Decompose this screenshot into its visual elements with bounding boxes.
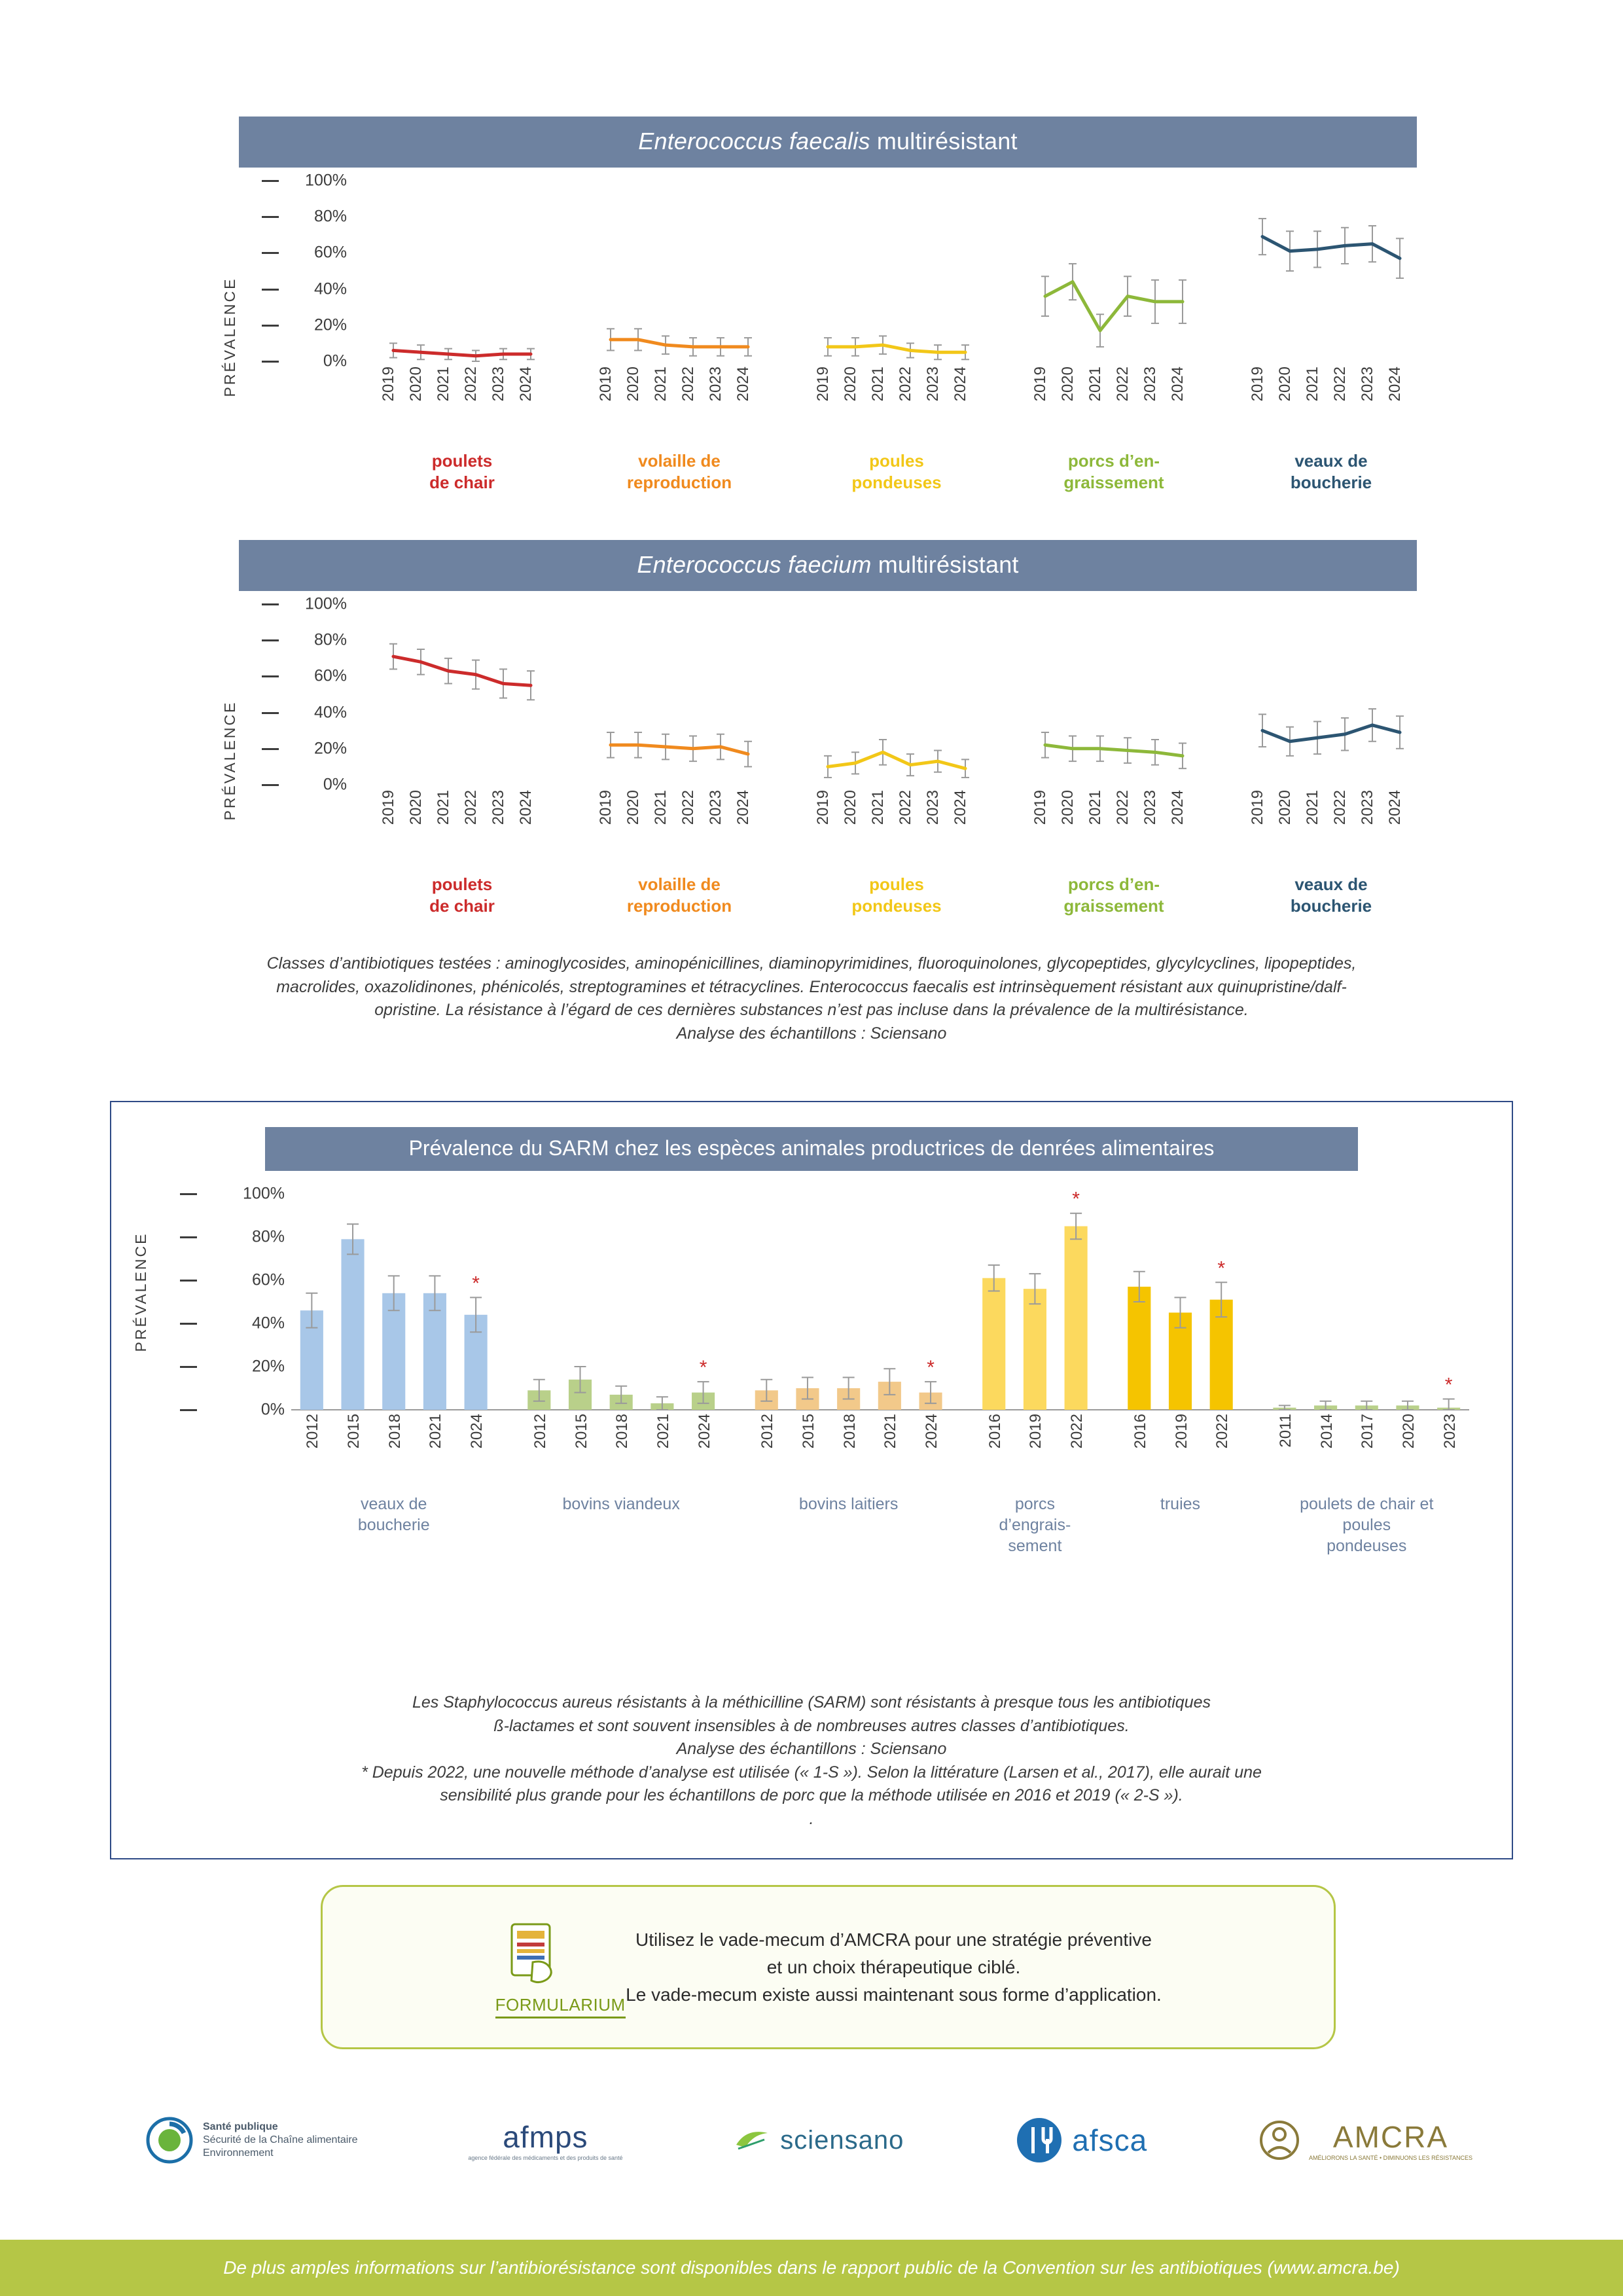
- group-label-bovins-laitiers: [720, 1494, 977, 1515]
- sarm-note-2: Analyse des échantillons : Sciensano: [676, 1740, 947, 1758]
- x-tick: 2019: [814, 367, 832, 402]
- group-label-line: reproduction: [626, 896, 732, 916]
- x-tick: 2021: [882, 1414, 900, 1449]
- y-tick-mark: [262, 252, 279, 254]
- y-tick-mark: [262, 216, 279, 218]
- x-tick: 2019: [380, 790, 397, 825]
- sarm-plot: [291, 1181, 1469, 1410]
- faecium-y-axis-label: PRÉVALENCE: [221, 700, 238, 821]
- y-tick-mark: [262, 712, 279, 714]
- sarm-y-axis-label: PRÉVALENCE: [132, 1232, 149, 1352]
- group-label-veaux-de-boucherie: [1222, 874, 1440, 918]
- sarm-panel: [110, 1101, 1513, 1859]
- y-tick: 20%: [251, 1357, 285, 1376]
- note-line-3: Analyse des échantillons : Sciensano: [676, 1024, 947, 1043]
- x-tick: 2020: [624, 790, 642, 825]
- logo-line: Santé publique: [203, 2121, 278, 2132]
- x-tick: 2019: [1031, 367, 1049, 402]
- y-tick: 0%: [323, 775, 347, 794]
- x-tick: 2019: [380, 367, 397, 402]
- formularium-wordmark: FORMULARIUM: [495, 1995, 626, 2018]
- svg-text:*: *: [472, 1272, 480, 1295]
- svg-text:*: *: [699, 1357, 707, 1379]
- x-tick: 2024: [1386, 790, 1404, 825]
- x-tick: 2021: [435, 790, 452, 825]
- x-tick: 2020: [842, 790, 859, 825]
- y-tick: 40%: [251, 1314, 285, 1333]
- y-tick-mark: [262, 675, 279, 677]
- x-tick: 2021: [652, 790, 669, 825]
- x-tick: 2023: [924, 790, 942, 825]
- sarm-note-0: Les Staphylococcus aureus résistants à la méthicilline (SARM) sont résistants à presque tous les antibiotiques: [412, 1693, 1211, 1712]
- y-tick-mark: [262, 289, 279, 291]
- x-tick: 2019: [1249, 790, 1266, 825]
- group-label-line: poulets: [431, 451, 493, 471]
- x-tick: 2022: [679, 790, 697, 825]
- x-tick: 2021: [652, 367, 669, 402]
- x-tick: 2024: [952, 367, 969, 402]
- y-tick-mark: [262, 639, 279, 641]
- y-tick-mark: [262, 784, 279, 786]
- x-tick: 2021: [427, 1414, 445, 1449]
- group-label-poulets-de-chair: [353, 450, 571, 494]
- logo-sciensano: [733, 2124, 904, 2157]
- group-label-line: d’engrais-: [999, 1516, 1071, 1534]
- x-tick: 2019: [1027, 1414, 1045, 1449]
- y-tick: 80%: [313, 630, 347, 649]
- group-label-porcs-d-engraissement: [1005, 874, 1222, 918]
- x-tick: 2021: [869, 790, 887, 825]
- x-tick: 2022: [1114, 367, 1132, 402]
- faecalis-band: [239, 117, 1417, 168]
- x-tick-group: [814, 367, 979, 401]
- x-tick: 2024: [468, 1414, 486, 1449]
- group-label-volaille-de-reproduction: [571, 874, 788, 918]
- sarm-note-5: .: [809, 1809, 814, 1828]
- sciensano-icon: [733, 2124, 772, 2157]
- x-tick: 2020: [1399, 1414, 1418, 1449]
- note-line-2: opristine. La résistance à l’égard de ces dernières substances n’est pas incluse dans la prévalence de la multirésistance.: [374, 1001, 1249, 1019]
- sarm-note-3: * Depuis 2022, une nouvelle méthode d’analyse est utilisée (« 1-S »). Selon la littérature (Larsen et al., 2017), elle aurait une: [361, 1763, 1262, 1782]
- group-label-poules-pondeuses: [788, 450, 1005, 494]
- group-label-line: graissement: [1063, 473, 1164, 493]
- group-label-line: bovins laitiers: [798, 1495, 899, 1513]
- faecium-title: [239, 540, 1417, 591]
- x-tick: 2020: [407, 790, 425, 825]
- group-label-line: graissement: [1063, 896, 1164, 916]
- group-label-line: porcs d’en-: [1067, 874, 1160, 894]
- amcra-subtitle: AMÉLIORONS LA SANTÉ • DIMINUONS LES RÉSISTANCES: [1308, 2155, 1472, 2161]
- logo-afsca: [1014, 2115, 1147, 2165]
- amcra-icon: [1258, 2119, 1301, 2162]
- formularium-box[interactable]: [321, 1885, 1336, 2049]
- y-tick-mark: [262, 361, 279, 363]
- x-tick: 2023: [1141, 367, 1159, 402]
- faecium-plot: [353, 594, 1440, 790]
- group-label-line: porcs d’en-: [1067, 451, 1160, 471]
- footer-text: De plus amples informations sur l’antibiorésistance sont disponibles dans le rapport public de la Convention sur les antibiotiques (www.amcra.be): [223, 2257, 1400, 2278]
- afmps-subtitle: agence fédérale des médicaments et des produits de santé: [468, 2155, 623, 2161]
- faecalis-yticks: [262, 170, 347, 370]
- sante-publique-icon: [144, 2115, 195, 2166]
- x-tick: 2019: [1249, 367, 1266, 402]
- x-tick: 2021: [654, 1414, 672, 1449]
- group-label-line: poulets: [431, 874, 493, 894]
- faecalis-x-axis: [353, 367, 1440, 511]
- sciensano-wordmark: sciensano: [780, 2125, 904, 2155]
- formularium-logo: [495, 1916, 626, 2018]
- y-tick-mark: [180, 1323, 197, 1325]
- footer-bar: [0, 2240, 1623, 2296]
- y-tick: 100%: [305, 171, 347, 190]
- x-tick: 2011: [1276, 1414, 1294, 1448]
- x-tick: 2022: [679, 367, 697, 402]
- y-tick: 100%: [243, 1184, 285, 1203]
- y-tick-mark: [262, 180, 279, 182]
- x-tick-group: [814, 790, 979, 825]
- formularium-icon: [495, 1916, 573, 1995]
- faecalis-y-axis-label: PRÉVALENCE: [221, 277, 238, 397]
- x-tick: 2020: [624, 367, 642, 402]
- y-tick: 80%: [251, 1227, 285, 1246]
- x-tick-group: [380, 790, 544, 825]
- group-label-porcs-d-engraissement: [1005, 450, 1222, 494]
- group-label-line: veaux de: [1294, 451, 1368, 471]
- group-label-line: poules: [1342, 1516, 1391, 1534]
- logo-line: Environnement: [203, 2147, 274, 2159]
- faecium-title-italic: Enterococcus faecium: [637, 551, 872, 578]
- y-tick-mark: [180, 1236, 197, 1238]
- faecalis-title-rest: multirésistant: [870, 128, 1018, 154]
- faecium-x-axis: [353, 790, 1440, 934]
- faecium-yticks: [262, 594, 347, 794]
- y-tick-mark: [262, 325, 279, 327]
- faecalis-plot: [353, 170, 1440, 367]
- sarm-yticks: [180, 1181, 285, 1419]
- y-tick-mark: [180, 1366, 197, 1368]
- svg-text:*: *: [1444, 1374, 1453, 1396]
- x-tick: 2024: [1386, 367, 1404, 402]
- x-tick: 2023: [707, 790, 724, 825]
- y-tick: 0%: [323, 351, 347, 370]
- x-tick: 2015: [799, 1414, 817, 1449]
- x-tick: 2018: [840, 1414, 859, 1449]
- x-tick-group: [380, 367, 544, 401]
- group-label-line: veaux de: [1294, 874, 1368, 894]
- x-tick: 2023: [490, 790, 507, 825]
- y-tick: 40%: [313, 703, 347, 722]
- x-tick: 2023: [490, 367, 507, 402]
- group-label-line: volaille de: [638, 451, 721, 471]
- group-label-veaux-de-boucherie: [265, 1494, 522, 1535]
- amcra-wordmark: AMCRA: [1332, 2120, 1449, 2154]
- x-tick: 2019: [1031, 790, 1049, 825]
- x-tick: 2018: [385, 1414, 404, 1449]
- svg-text:*: *: [927, 1357, 935, 1379]
- x-tick: 2023: [924, 367, 942, 402]
- x-tick-group: [1249, 790, 1414, 825]
- sarm-x-axis: [291, 1410, 1469, 1567]
- x-tick: 2012: [304, 1414, 322, 1449]
- x-tick: 2019: [814, 790, 832, 825]
- x-tick: 2022: [462, 790, 480, 825]
- group-label-line: boucherie: [1290, 896, 1372, 916]
- x-tick: 2017: [1359, 1414, 1377, 1449]
- afsca-wordmark: afsca: [1072, 2123, 1148, 2157]
- x-tick: 2020: [842, 367, 859, 402]
- x-tick: 2020: [1276, 367, 1294, 402]
- group-label-volaille-de-reproduction: [571, 450, 788, 494]
- x-tick: 2016: [986, 1414, 1004, 1449]
- x-tick: 2023: [1440, 1414, 1459, 1449]
- faecalis-title: [239, 117, 1417, 168]
- y-tick-mark: [180, 1280, 197, 1282]
- y-tick: 20%: [313, 315, 347, 334]
- x-tick: 2022: [1068, 1414, 1086, 1449]
- x-tick-group: [1031, 367, 1196, 401]
- y-tick: 60%: [313, 243, 347, 262]
- x-tick: 2021: [1304, 790, 1321, 825]
- svg-text:*: *: [1217, 1257, 1226, 1280]
- x-tick: 2020: [1276, 790, 1294, 825]
- group-label-line: volaille de: [638, 874, 721, 894]
- formularium-text: [626, 1926, 1162, 2009]
- y-tick: 60%: [313, 666, 347, 685]
- x-tick: 2023: [1359, 790, 1376, 825]
- x-tick: 2022: [897, 790, 914, 825]
- x-tick: 2015: [345, 1414, 363, 1449]
- group-label-line: boucherie: [1290, 473, 1372, 493]
- x-tick: 2024: [517, 367, 535, 402]
- x-tick-group: [1249, 367, 1414, 401]
- x-tick: 2022: [1331, 367, 1349, 402]
- x-tick: 2024: [517, 790, 535, 825]
- x-tick: 2022: [462, 367, 480, 402]
- x-tick: 2019: [597, 367, 615, 402]
- faecium-title-rest: multirésistant: [871, 551, 1019, 578]
- y-tick: 80%: [313, 207, 347, 226]
- x-tick: 2018: [613, 1414, 632, 1449]
- group-label-line: truies: [1160, 1495, 1201, 1513]
- x-tick: 2016: [1131, 1414, 1149, 1449]
- x-tick-group: [597, 367, 762, 401]
- group-label-poulets-de-chair: [353, 874, 571, 918]
- sarm-note-4: sensibilité plus grande pour les échantillons de porc que la méthode utilisée en 2016 et 2019 (« 2-S »).: [440, 1786, 1183, 1804]
- group-label-line: sement: [1008, 1537, 1062, 1555]
- x-tick: 2012: [531, 1414, 549, 1449]
- x-tick: 2020: [407, 367, 425, 402]
- note-line-0: Classes d’antibiotiques testées : aminoglycosides, aminopénicillines, diaminopyrimidines, fluoroquinolones, glycopeptides, glycylcyclines, lipopeptides,: [266, 954, 1357, 973]
- sarm-title: Prévalence du SARM chez les espèces animales productrices de denrées alimentaires: [265, 1127, 1358, 1171]
- logo-line: Sécurité de la Chaîne alimentaire: [203, 2134, 358, 2145]
- y-tick-mark: [262, 603, 279, 605]
- logo-sante-publique: [144, 2115, 358, 2166]
- group-label-line: reproduction: [626, 473, 732, 493]
- x-tick: 2021: [1086, 790, 1104, 825]
- x-tick: 2023: [707, 367, 724, 402]
- y-tick-mark: [180, 1409, 197, 1411]
- x-tick: 2024: [734, 790, 752, 825]
- afmps-wordmark: afmps: [503, 2120, 588, 2154]
- logo-row: [144, 2101, 1472, 2179]
- faecalis-title-italic: Enterococcus faecalis: [638, 128, 870, 154]
- enterococcus-note: [39, 952, 1584, 1045]
- x-tick: 2022: [1331, 790, 1349, 825]
- sarm-note-1: ß-lactames et sont souvent insensibles à de nombreuses autres classes d’antibiotiques.: [493, 1716, 1130, 1735]
- note-line-1: macrolides, oxazolidinones, phénicolés, streptogramines et tétracyclines. Enterococcus faecalis est intrinsèquement résistant aux quinupristine/dalf-: [276, 977, 1347, 996]
- x-tick: 2023: [1359, 367, 1376, 402]
- x-tick: 2021: [1086, 367, 1104, 402]
- y-tick: 0%: [260, 1400, 285, 1419]
- x-tick: 2021: [1304, 367, 1321, 402]
- faecium-band: [239, 540, 1417, 591]
- y-tick-mark: [262, 748, 279, 750]
- x-tick: 2024: [952, 790, 969, 825]
- x-tick: 2014: [1317, 1414, 1336, 1449]
- svg-text:*: *: [1072, 1188, 1080, 1210]
- logo-amcra: [1258, 2119, 1472, 2162]
- x-tick: 2020: [1059, 367, 1077, 402]
- group-label-line: de chair: [429, 896, 495, 916]
- faecalis-chart: [216, 170, 1459, 511]
- y-tick: 100%: [305, 594, 347, 613]
- y-tick: 40%: [313, 279, 347, 298]
- x-tick-group: [597, 790, 762, 825]
- afsca-icon: [1014, 2115, 1064, 2165]
- x-tick: 2023: [1141, 790, 1159, 825]
- formularium-line-2: Le vade-mecum existe aussi maintenant sous forme d’application.: [626, 1984, 1162, 2005]
- x-tick-group: [1031, 790, 1196, 825]
- group-label-line: bovins viandeux: [562, 1495, 680, 1513]
- group-label-poulets-de-chair-et-poules-pondeuses: [1238, 1494, 1495, 1556]
- x-tick: 2015: [572, 1414, 590, 1449]
- group-label-line: poulets de chair et: [1300, 1495, 1434, 1513]
- group-label-poules-pondeuses: [788, 874, 1005, 918]
- sante-publique-text: [203, 2121, 358, 2160]
- faecium-chart: [216, 594, 1459, 934]
- group-label-line: poules: [869, 451, 924, 471]
- formularium-line-0: Utilisez le vade-mecum d’AMCRA pour une stratégie préventive: [635, 1929, 1152, 1950]
- x-tick: 2024: [695, 1414, 713, 1449]
- x-tick: 2022: [1213, 1414, 1232, 1449]
- x-tick: 2024: [734, 367, 752, 402]
- group-label-bovins-viandeux: [492, 1494, 749, 1515]
- x-tick: 2024: [923, 1414, 941, 1449]
- x-tick: 2012: [758, 1414, 777, 1449]
- group-label-line: pondeuses: [851, 896, 942, 916]
- x-tick: 2022: [1114, 790, 1132, 825]
- logo-afmps: [468, 2119, 622, 2161]
- group-label-line: veaux de: [360, 1495, 427, 1513]
- group-label-line: pondeuses: [1327, 1537, 1407, 1555]
- x-tick: 2021: [435, 367, 452, 402]
- x-tick: 2021: [869, 367, 887, 402]
- x-tick: 2019: [597, 790, 615, 825]
- x-tick: 2024: [1169, 367, 1186, 402]
- formularium-line-1: et un choix thérapeutique ciblé.: [766, 1956, 1021, 1977]
- group-label-line: porcs: [1014, 1495, 1055, 1513]
- group-label-line: boucherie: [357, 1516, 430, 1534]
- group-label-veaux-de-boucherie: [1222, 450, 1440, 494]
- y-tick: 20%: [313, 739, 347, 758]
- y-tick: 60%: [251, 1270, 285, 1289]
- group-label-line: de chair: [429, 473, 495, 493]
- group-label-line: pondeuses: [851, 473, 942, 493]
- y-tick-mark: [180, 1193, 197, 1195]
- group-label-line: poules: [869, 874, 924, 894]
- x-tick: 2019: [1172, 1414, 1190, 1449]
- x-tick: 2020: [1059, 790, 1077, 825]
- x-tick: 2022: [897, 367, 914, 402]
- x-tick: 2024: [1169, 790, 1186, 825]
